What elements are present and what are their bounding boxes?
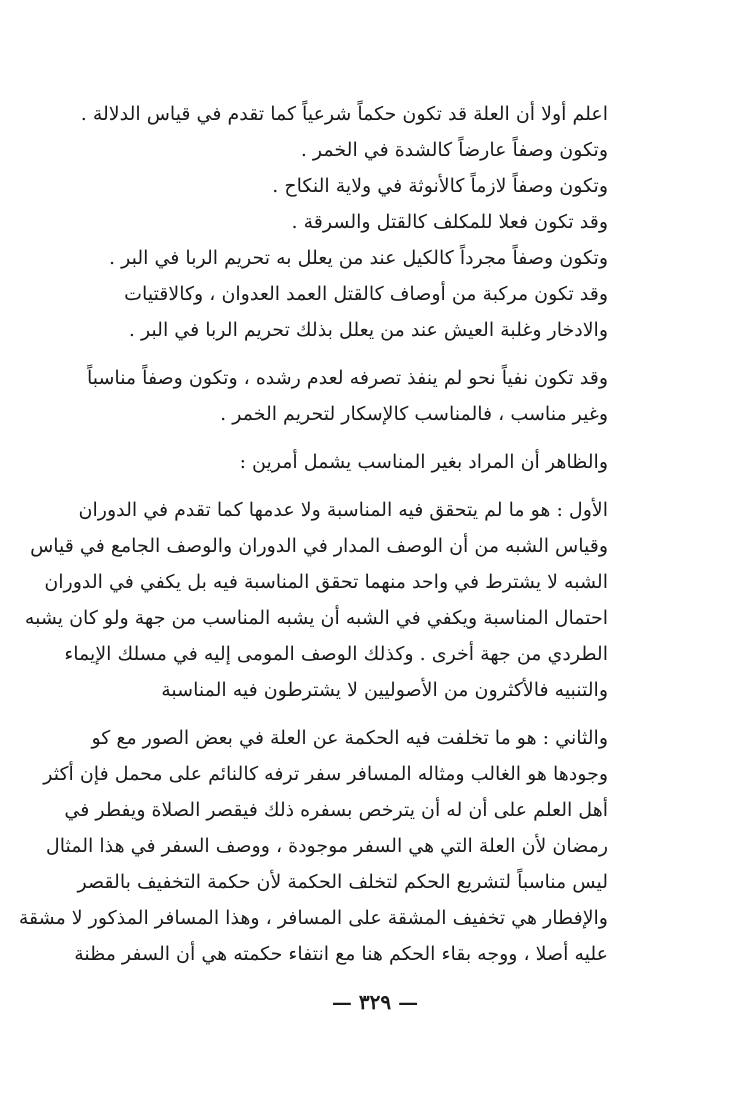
paragraph-apparent: [112, 444, 632, 480]
text-line: وتكون وصفاً مجرداً كالكيل عند من يعلل به تحريم الربا في البر .: [109, 247, 608, 269]
text-line: رمضان لأن العلة التي هي السفر موجودة ، ووصف السفر في هذا المثال: [45, 835, 608, 857]
paragraph-intro: [80, 96, 632, 348]
text-line: الشبه لا يشترط في واحد منهما تحقق المناسبة فيه بل يكفي في الدوران: [44, 571, 608, 593]
text-line: وقياس الشبه من أن الوصف المدار في الدوران والوصف الجامع في قياس: [30, 535, 608, 557]
text-line: وقد تكون فعلا للمكلف كالقتل والسرقة .: [291, 211, 608, 233]
text-line: ليس مناسباً لتشريع الحكم لتخلف الحكمة لأن حكمة التخفيف بالقصر: [77, 871, 608, 893]
text-line: وجودها هو الغالب ومثاله المسافر سفر ترفه كالنائم على محمل فإن أكثر: [43, 763, 608, 785]
text-line: عليه أصلا ، ووجه بقاء الحكم هنا مع انتفاء حكمته هي أن السفر مظنة: [74, 943, 608, 965]
body-text: [18, 96, 632, 972]
text-line: اعلم أولا أن العلة قد تكون حكماً شرعياً كما تقدم في قياس الدلالة .: [80, 103, 608, 125]
text-line: والظاهر أن المراد بغير المناسب يشمل أمرين :: [239, 451, 608, 473]
text-line: وقد تكون مركبة من أوصاف كالقتل العمد العدوان ، وكالاقتيات: [124, 283, 608, 305]
text-line: احتمال المناسبة ويكفي في الشبه أن يشبه المناسب من جهة ولو كان يشبه: [24, 607, 608, 629]
text-line: وقد تكون نفياً نحو لم ينفذ تصرفه لعدم رشده ، وتكون وصفاً مناسباً: [86, 367, 608, 389]
text-line: وتكون وصفاً عارضاً كالشدة في الخمر .: [300, 139, 608, 161]
text-line: وغير مناسب ، فالمناسب كالإسكار لتحريم الخمر .: [220, 403, 608, 425]
text-line: وتكون وصفاً لازماً كالأنوثة في ولاية النكاح .: [272, 175, 608, 197]
page-number: — ٣٢٩ —: [331, 990, 419, 1014]
text-line: والثاني : هو ما تخلفت فيه الحكمة عن العلة في بعض الصور مع كو: [91, 727, 608, 749]
text-line: والادخار وغلبة العيش عند من يعلل بذلك تحريم الربا في البر .: [128, 319, 608, 341]
text-line: والإفطار هي تخفيف المشقة على المسافر ، وهذا المسافر المذكور لا مشقة: [18, 907, 608, 929]
paragraph-negation: [86, 360, 632, 432]
text-line: الأول : هو ما لم يتحقق فيه المناسبة ولا عدمها كما تقدم في الدوران: [78, 499, 608, 521]
paragraph-first: [24, 492, 632, 708]
text-line: والتنبيه فالأكثرون من الأصوليين لا يشترطون فيه المناسبة: [161, 679, 608, 701]
text-line: أهل العلم على أن له أن يترخص بسفره ذلك فيقصر الصلاة ويفطر في: [64, 799, 608, 821]
text-line: الطردي من جهة أخرى . وكذلك الوصف المومى إليه في مسلك الإيماء: [64, 643, 608, 665]
paragraph-second: [18, 720, 632, 972]
